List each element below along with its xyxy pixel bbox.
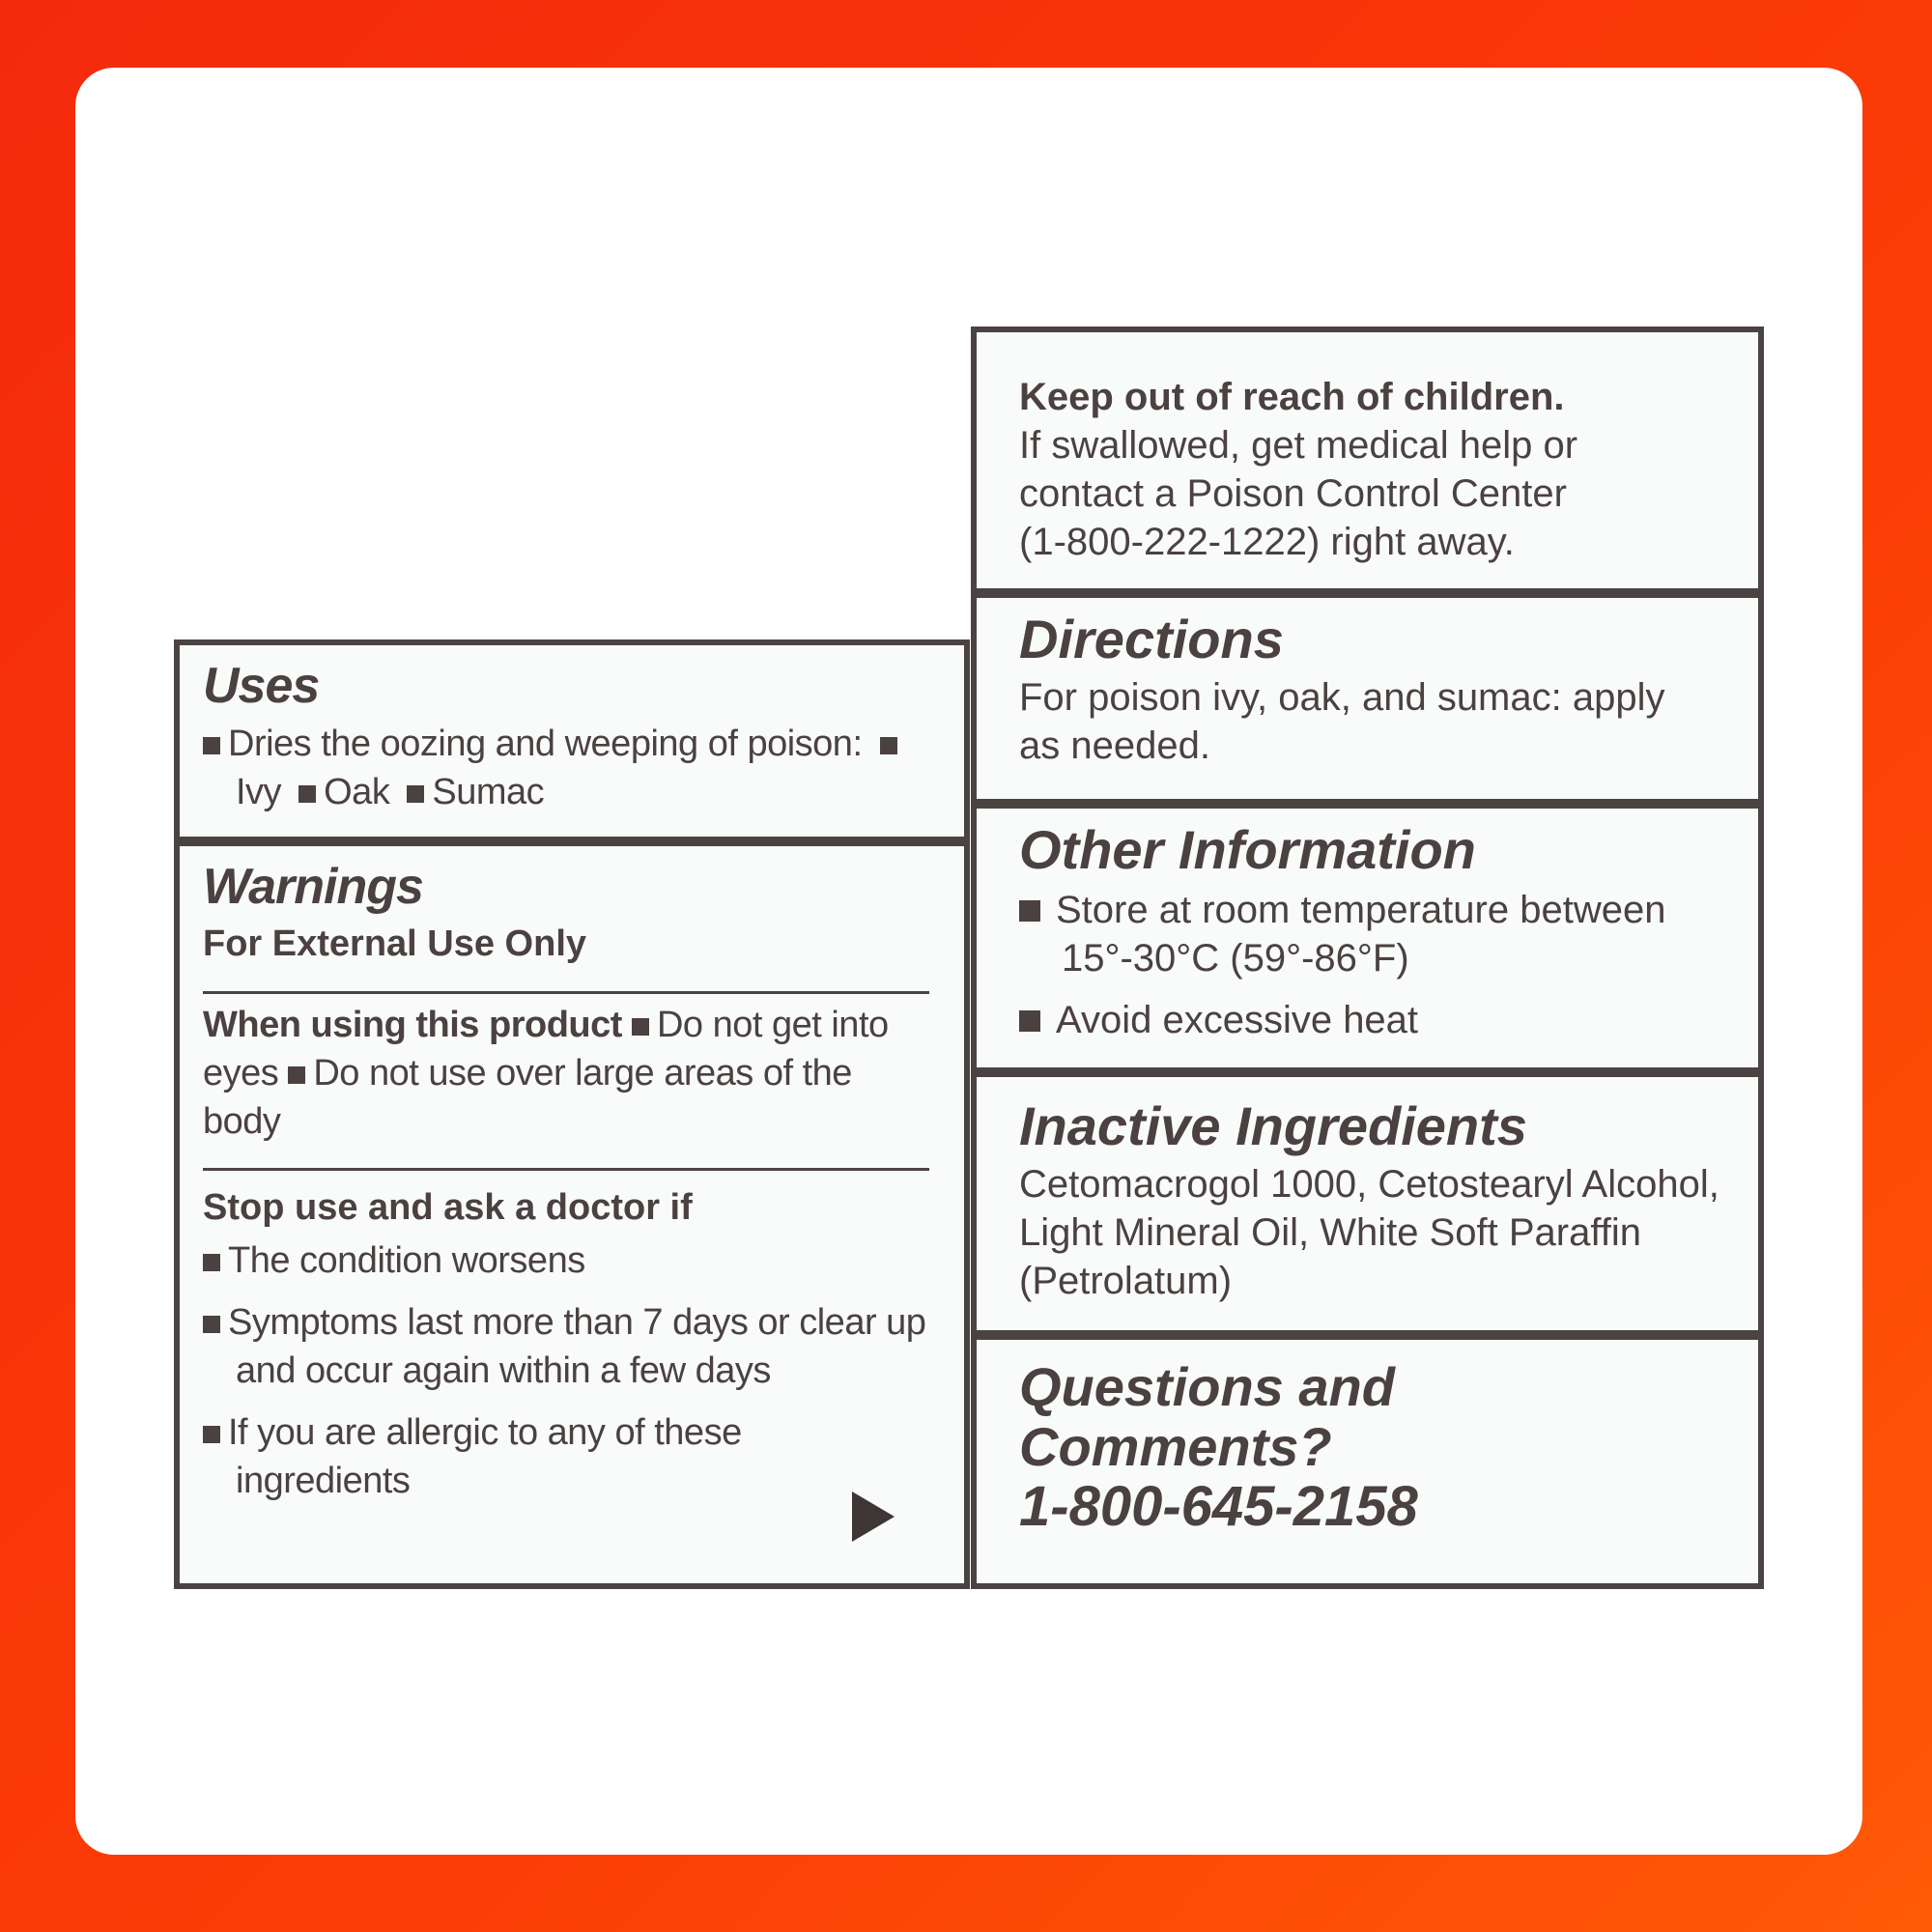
uses-heading: Uses (203, 658, 320, 714)
when-using-item: Do not use over large areas of the body (203, 1053, 852, 1142)
bullet-square-icon (203, 1316, 220, 1333)
bullet-square-icon (632, 1018, 649, 1036)
when-using-item: Do not get into eyes (203, 1005, 889, 1094)
bullet-square-icon (1019, 1010, 1040, 1032)
section-divider (977, 588, 1758, 598)
plant-oak: Oak (324, 772, 390, 813)
section-divider (977, 1330, 1758, 1340)
directions-section (977, 598, 1758, 799)
questions-phone: 1-800-645-2158 (1019, 1475, 1418, 1538)
list-item: Store at room temperature between 15°-30°C (59°-86°F) (1019, 886, 1738, 982)
list-item: Avoid excessive heat (1019, 996, 1716, 1044)
section-divider (180, 837, 964, 846)
bullet-square-icon (203, 737, 220, 754)
bullet-square-icon (1019, 900, 1040, 922)
inactive-ingredients-section (977, 1077, 1758, 1330)
warnings-heading: Warnings (203, 859, 423, 915)
right-label-panel (971, 327, 1764, 1589)
external-use-subheading: For External Use Only (203, 923, 587, 965)
list-item: If you are allergic to any of these ingredients (203, 1408, 873, 1505)
bullet-square-icon (880, 737, 897, 754)
other-information-section (977, 809, 1758, 1067)
plant-sumac: Sumac (432, 772, 545, 813)
bullet-square-icon (288, 1066, 305, 1084)
bullet-square-icon (203, 1254, 220, 1271)
bullet-square-icon (203, 1426, 220, 1443)
other-information-heading: Other Information (1019, 819, 1476, 880)
warnings-section (180, 846, 964, 1583)
keep-out-section (977, 332, 1758, 588)
keep-out-heading: Keep out of reach of children. (1019, 376, 1565, 418)
thin-divider (203, 991, 929, 994)
directions-text: For poison ivy, oak, and sumac: apply as needed. (1019, 675, 1665, 767)
left-label-panel (174, 639, 970, 1589)
section-divider (977, 1067, 1758, 1077)
list-item: The condition worsens (203, 1236, 937, 1285)
inactive-ingredients-heading: Inactive Ingredients (1019, 1095, 1527, 1156)
when-using-block: When using this product Do not get into eyes Do not use over large areas of the body (203, 1005, 889, 1142)
keep-out-line: contact a Poison Control Center (1019, 472, 1567, 515)
questions-section (977, 1340, 1758, 1583)
thin-divider (203, 1168, 929, 1171)
continue-arrow-icon (852, 1492, 895, 1542)
questions-heading: Questions and Comments? (1019, 1356, 1395, 1477)
bullet-square-icon (298, 785, 316, 803)
section-divider (977, 799, 1758, 809)
directions-heading: Directions (1019, 609, 1284, 669)
uses-section (180, 645, 964, 837)
uses-text: Dries the oozing and weeping of poison: Ivy Oak Sumac (203, 720, 941, 816)
inactive-ingredients-text: Cetomacrogol 1000, Cetostearyl Alcohol, Light Mineral Oil, White Soft Paraffin (Petrolatum) (1019, 1162, 1719, 1302)
list-item: Symptoms last more than 7 days or clear up and occur again within a few days (203, 1298, 937, 1395)
stop-use-block (203, 1184, 937, 1505)
stop-use-heading: Stop use and ask a doctor if (203, 1187, 693, 1228)
keep-out-line: If swallowed, get medical help or (1019, 424, 1578, 467)
plant-ivy: Ivy (236, 772, 282, 813)
bullet-square-icon (407, 785, 424, 803)
keep-out-line: (1-800-222-1222) right away. (1019, 521, 1515, 563)
